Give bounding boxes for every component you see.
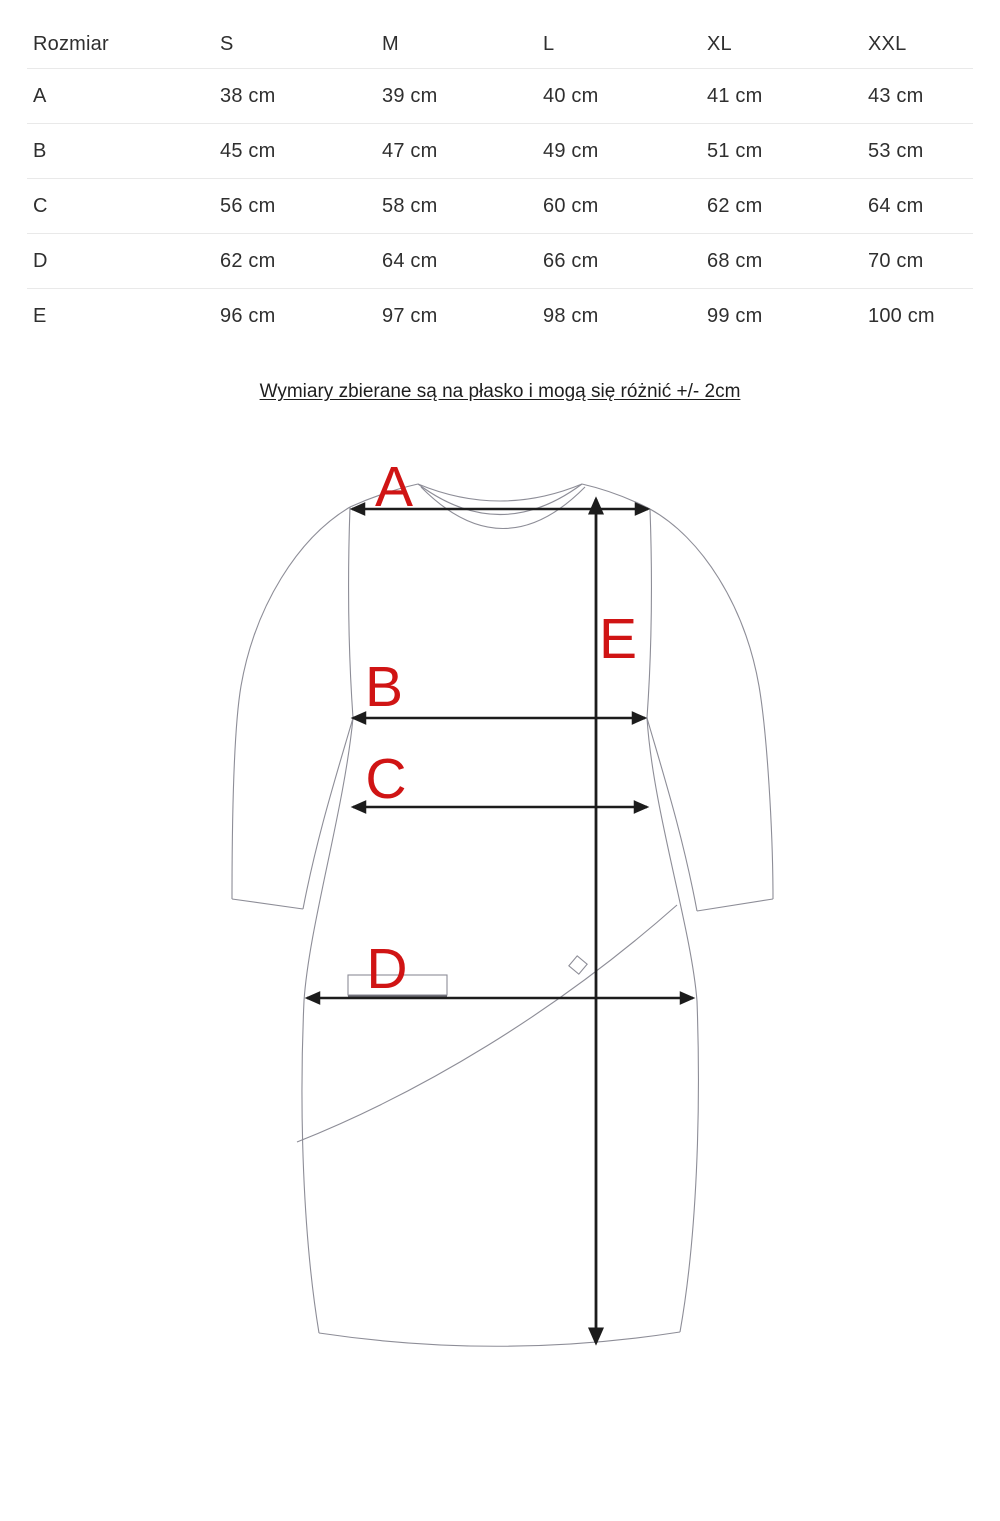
table-cell: 45 cm (220, 139, 276, 162)
row-label: B (33, 139, 47, 162)
row-label: E (33, 304, 47, 327)
column-header-m: M (382, 33, 399, 55)
table-cell: 64 cm (382, 249, 438, 272)
table-cell: 62 cm (220, 249, 276, 272)
table-row-b (27, 124, 973, 179)
table-cell: 39 cm (382, 84, 438, 107)
table-cell: 43 cm (868, 84, 924, 107)
measurement-arrows (307, 499, 693, 1343)
table-cell: 47 cm (382, 139, 438, 162)
table-cell: 70 cm (868, 249, 924, 272)
seam-notch-marker (569, 956, 587, 974)
column-header-xxl: XXL (868, 33, 907, 55)
table-cell: 53 cm (868, 139, 924, 162)
column-header-l: L (543, 33, 555, 55)
column-header-rozmiar: Rozmiar (33, 33, 109, 55)
column-header-xl: XL (707, 33, 732, 55)
table-cell: 51 cm (707, 139, 763, 162)
table-cell: 100 cm (868, 304, 935, 327)
table-cell: 60 cm (543, 194, 599, 217)
row-label: D (33, 249, 48, 272)
pocket (348, 975, 447, 995)
column-header-s: S (220, 33, 234, 55)
label-e: E (598, 607, 638, 671)
table-cell: 49 cm (543, 139, 599, 162)
label-c: C (365, 747, 407, 811)
label-a: A (374, 455, 414, 519)
size-table (27, 21, 973, 343)
measurement-note: Wymiary zbierane są na płasko i mogą się różnić +/- 2cm (259, 381, 741, 402)
table-cell: 58 cm (382, 194, 438, 217)
table-row-d (27, 234, 973, 289)
table-cell: 38 cm (220, 84, 276, 107)
skirt-seam-line (297, 905, 677, 1142)
table-cell: 96 cm (220, 304, 276, 327)
table-row-c (27, 179, 973, 234)
label-d: D (366, 937, 408, 1001)
row-label: A (33, 84, 47, 107)
table-row-a (27, 69, 973, 124)
table-cell: 56 cm (220, 194, 276, 217)
table-cell: 40 cm (543, 84, 599, 107)
table-cell: 99 cm (707, 304, 763, 327)
measurement-labels (365, 455, 637, 1001)
table-cell: 62 cm (707, 194, 763, 217)
table-cell: 64 cm (868, 194, 924, 217)
table-cell: 68 cm (707, 249, 763, 272)
table-cell: 98 cm (543, 304, 599, 327)
table-cell: 97 cm (382, 304, 438, 327)
size-table-header-row (27, 21, 973, 69)
table-cell: 41 cm (707, 84, 763, 107)
row-label: C (33, 194, 48, 217)
dress-outline (232, 484, 773, 1346)
label-b: B (364, 655, 404, 719)
table-row-e (27, 289, 973, 343)
table-cell: 66 cm (543, 249, 599, 272)
